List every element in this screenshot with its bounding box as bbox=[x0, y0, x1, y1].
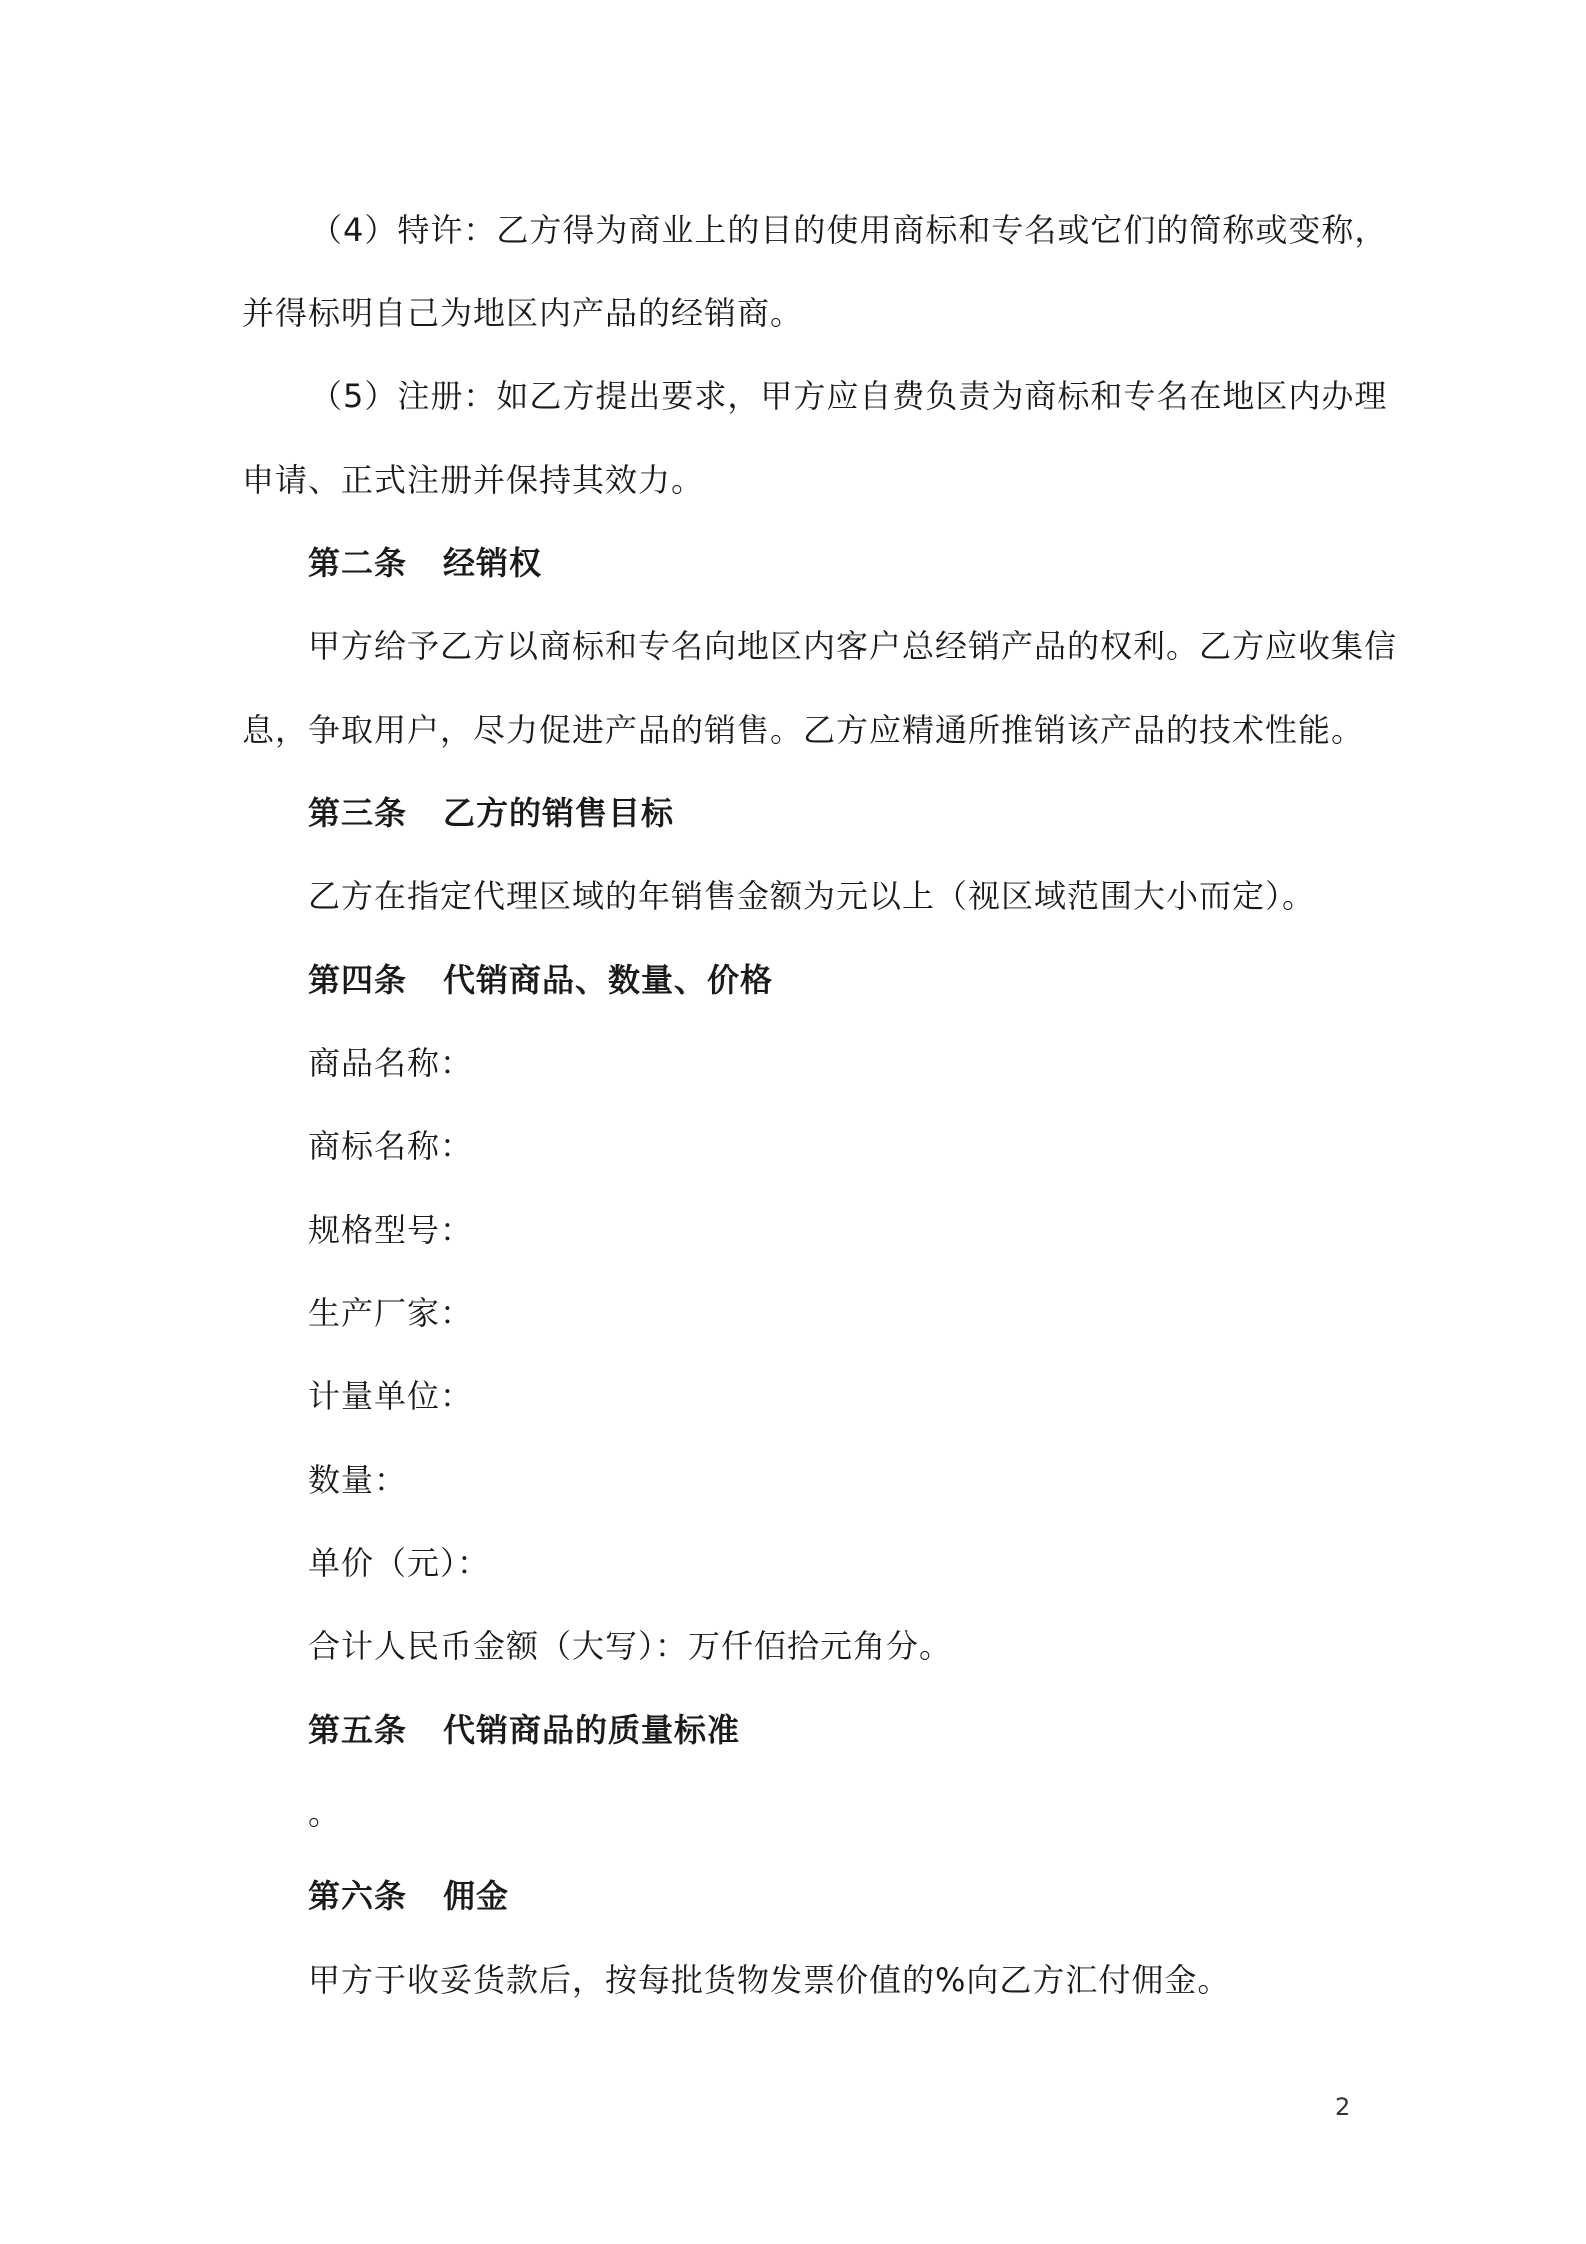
paragraph-5-line-1: （5）注册：如乙方提出要求，甲方应自费负责为商标和专名在地区内办理 bbox=[310, 377, 1388, 415]
article-2-title: 经销权 bbox=[443, 544, 543, 582]
article-4-heading bbox=[308, 958, 773, 1002]
article-5-number: 第五条 bbox=[308, 1711, 408, 1749]
article-3-body: 乙方在指定代理区域的年销售金额为元以上（视区域范围大小而定）。 bbox=[308, 877, 1316, 915]
field-spec-model: 规格型号： bbox=[308, 1211, 474, 1249]
article-5-title: 代销商品的质量标准 bbox=[443, 1711, 741, 1749]
field-product-name: 商品名称： bbox=[308, 1044, 474, 1082]
article-2-body-line-1: 甲方给予乙方以商标和专名向地区内客户总经销产品的权利。乙方应收集信 bbox=[308, 627, 1398, 665]
article-6-body: 甲方于收妥货款后，按每批货物发票价值的%向乙方汇付佣金。 bbox=[308, 1961, 1231, 1999]
article-3-title: 乙方的销售目标 bbox=[443, 794, 675, 832]
field-unit: 计量单位： bbox=[308, 1377, 474, 1415]
article-6-number: 第六条 bbox=[308, 1877, 408, 1915]
article-5-body: 。 bbox=[308, 1794, 342, 1832]
field-total-amount: 合计人民币金额（大写）：万仟佰拾元角分。 bbox=[308, 1627, 953, 1665]
article-2-number: 第二条 bbox=[308, 544, 408, 582]
paragraph-4-line-1: （4）特许：乙方得为商业上的目的使用商标和专名或它们的简称或变称， bbox=[310, 211, 1388, 249]
article-6-heading bbox=[308, 1874, 509, 1918]
article-6-title: 佣金 bbox=[443, 1877, 510, 1915]
field-trademark-name: 商标名称： bbox=[308, 1127, 474, 1165]
article-3-number: 第三条 bbox=[308, 794, 408, 832]
article-3-heading bbox=[308, 791, 674, 835]
paragraph-5-line-2: 申请、正式注册并保持其效力。 bbox=[242, 461, 705, 499]
field-quantity: 数量： bbox=[308, 1461, 408, 1499]
page-number: 2 bbox=[1335, 2093, 1351, 2121]
article-4-title: 代销商品、数量、价格 bbox=[443, 961, 774, 999]
article-2-heading bbox=[308, 541, 542, 585]
field-manufacturer: 生产厂家： bbox=[308, 1294, 474, 1332]
paragraph-4-line-2: 并得标明自己为地区内产品的经销商。 bbox=[242, 294, 804, 332]
article-4-number: 第四条 bbox=[308, 961, 408, 999]
field-unit-price: 单价（元）： bbox=[308, 1544, 491, 1582]
article-5-heading bbox=[308, 1708, 740, 1752]
article-2-body-line-2: 息，争取用户，尽力促进产品的销售。乙方应精通所推销该产品的技术性能。 bbox=[242, 711, 1365, 749]
